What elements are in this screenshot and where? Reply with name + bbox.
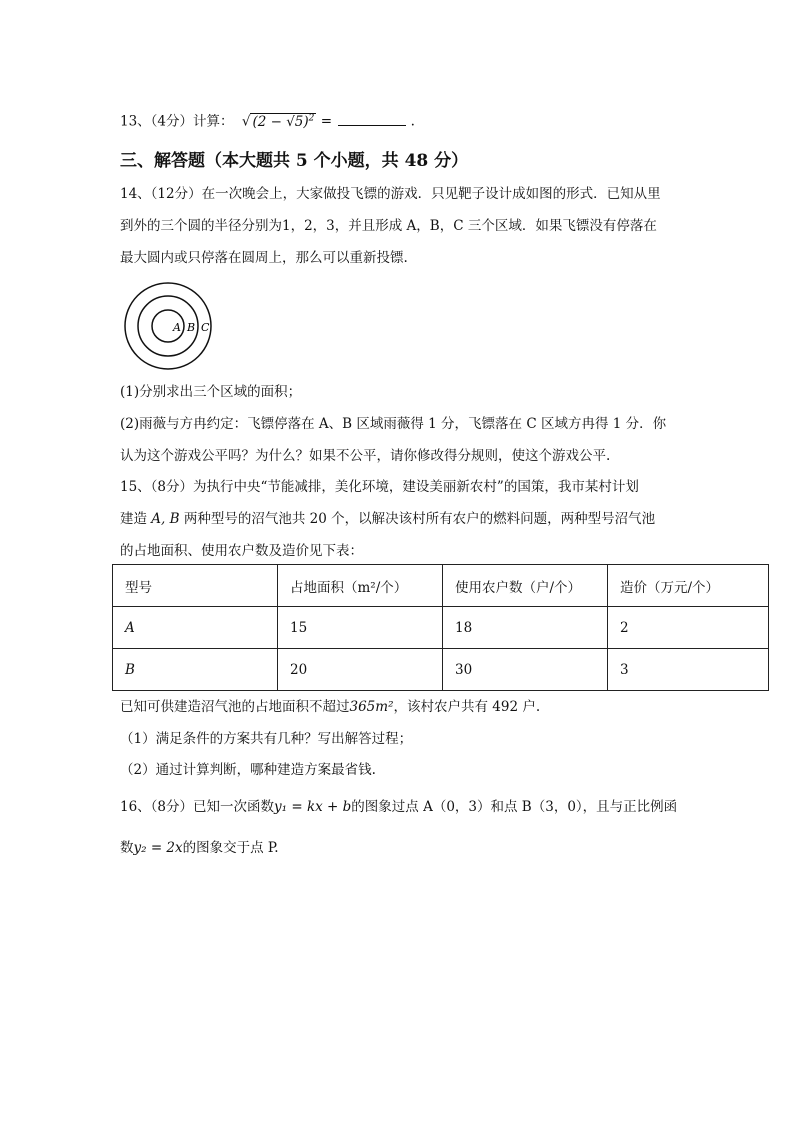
section-3-heading: 三、解答题（本大题共 5 个小题，共 48 分） [120, 151, 469, 171]
table-row [113, 607, 769, 649]
header-cell: 造价（万元/个） [608, 565, 769, 607]
area-limit: 365m² [349, 699, 394, 715]
question-13 [120, 108, 415, 132]
q15-line-2: 建造 A, B 两种型号的沼气池共 20 个，以解决该村所有农户的燃料问题，两种型号沼气池 [120, 511, 656, 527]
table-cell: B [113, 649, 278, 691]
table-cell: A [113, 607, 278, 649]
table-row [113, 649, 769, 691]
q15-part-2: （2）通过计算判断，哪种建造方案最省钱. [120, 762, 376, 778]
q13-prefix: 13、（4分）计算： [120, 113, 234, 130]
q15-part-1: （1）满足条件的方案共有几种？写出解答过程； [120, 731, 413, 747]
table-cell: 18 [443, 607, 608, 649]
q16-line-2: 数y₂ = 2x的图象交于点 P. [120, 840, 279, 856]
sqrt-symbol: √ $(2 - √5)^2$ [241, 113, 315, 130]
table-cell: 3 [608, 649, 769, 691]
q14-part-2-line-1: (2)雨薇与方冉约定：飞镖停落在 A、B 区域雨薇得 1 分，飞镖落在 C 区域方冉得 1 分．你 [120, 416, 667, 432]
dartboard-figure [120, 282, 220, 372]
biogas-table [112, 564, 769, 691]
header-cell: 型号 [113, 565, 278, 607]
q15-note: 已知可供建造沼气池的占地面积不超过365m²，该村农户共有 492 户. [120, 699, 541, 715]
q16-line-1: 16、（8分）已知一次函数y₁ = kx + b的图象过点 A（0，3）和点 B（3，0），且与正比例函 [120, 799, 678, 815]
linear-function: y₁ = kx + b [274, 799, 352, 815]
q14-part-1: (1)分别求出三个区域的面积； [120, 384, 302, 400]
answer-blank[interactable] [338, 111, 406, 126]
q13-equals: = [320, 113, 333, 130]
table-cell: 2 [608, 607, 769, 649]
table-header-row [113, 565, 769, 607]
q14-line-1: 14、（12分）在一次晚会上，大家做投飞镖的游戏．只见靶子设计成如图的形式．已知从里 [120, 186, 661, 202]
region-label-b: B [187, 321, 196, 334]
table-cell: 30 [443, 649, 608, 691]
q14-part-2-line-2: 认为这个游戏公平吗？为什么？如果不公平，请你修改得分规则，使这个游戏公平. [120, 448, 611, 464]
table-cell: 15 [278, 607, 443, 649]
q15-line-3: 的占地面积、使用农户数及造价见下表： [120, 543, 363, 559]
table-cell: 20 [278, 649, 443, 691]
region-label-a: A [173, 321, 181, 334]
q13-period: . [410, 113, 415, 130]
q15-line-1: 15、（8分）为执行中央“节能减排，美化环境，建设美丽新农村”的国策，我市某村计划 [120, 479, 639, 495]
header-cell: 占地面积（m²/个） [278, 565, 443, 607]
q14-line-3: 最大圆内或只停落在圆周上，那么可以重新投镖. [120, 250, 408, 266]
q15-types: A, B [151, 511, 180, 527]
q13-expression [238, 114, 321, 130]
proportional-function: y₂ = 2x [133, 840, 183, 856]
region-label-c: C [201, 321, 210, 334]
header-cell: 使用农户数（户/个） [443, 565, 608, 607]
q14-line-2: 到外的三个圆的半径分别为1，2，3，并且形成 A，B，C 三个区域．如果飞镖没有停落在 [120, 218, 657, 234]
